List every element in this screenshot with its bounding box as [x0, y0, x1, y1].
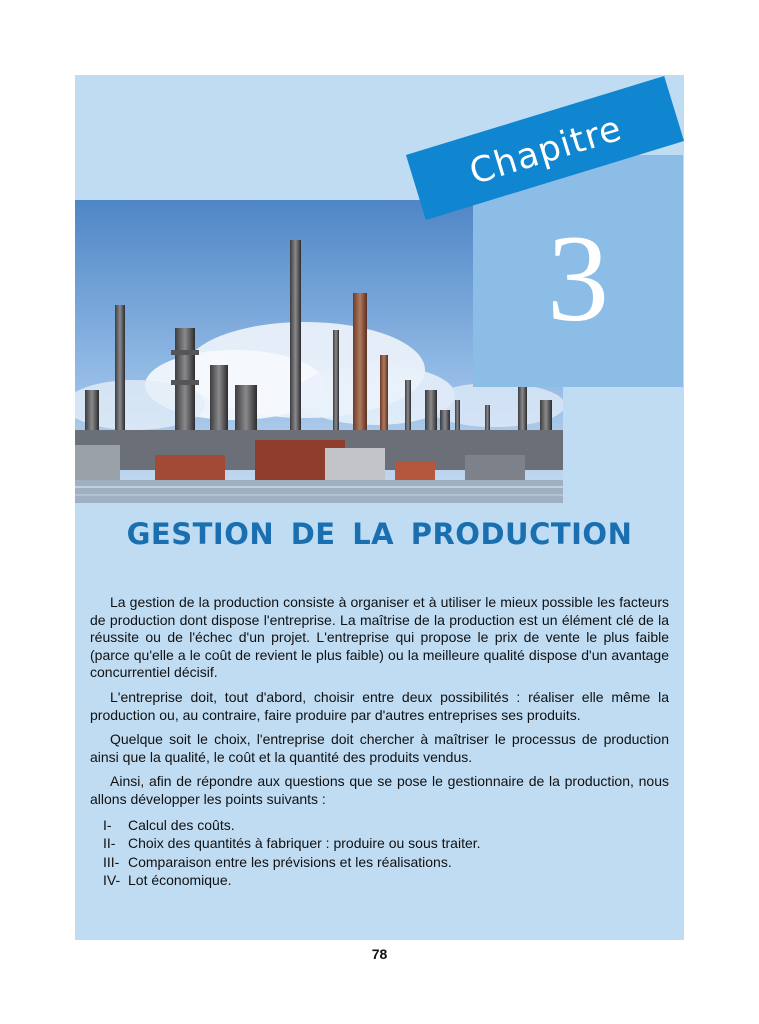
chapter-number: 3: [547, 210, 609, 347]
list-item-text: Calcul des coûts.: [128, 816, 235, 833]
chapter-title: GESTION DE LA PRODUCTION: [126, 517, 633, 551]
page-number: 78: [371, 946, 388, 962]
list-item: [103, 871, 669, 890]
points-list: [90, 816, 669, 890]
list-item-number: II-: [103, 835, 116, 852]
list-item-number: IV-: [103, 872, 121, 889]
chapter-label: Chapitre: [465, 108, 627, 193]
intro-paragraph: Quelque soit le choix, l'entreprise doit chercher à maîtriser le processus de production ainsi que la qualité, le coût et la quantité des produits vendus.: [90, 731, 669, 765]
list-item: [103, 816, 669, 835]
list-item-number: III-: [103, 853, 120, 870]
list-item-text: Choix des quantités à fabriquer : produire ou sous traiter.: [128, 835, 481, 852]
list-item: [103, 853, 669, 872]
intro-paragraph: La gestion de la production consiste à organiser et à utiliser le mieux possible les facteurs de production dont dispose l'entreprise. La maîtrise de la production est un élément clé de la réussite ou de l'échec d'un projet. L'entreprise qui propose le prix de vente le plus faible (parce qu'elle a le coût de revient le plus faible) ou la meilleure qualité dispose d'un avantage concurrentiel décisif.: [90, 594, 669, 681]
chapter-intro: [90, 594, 669, 890]
list-item: [103, 834, 669, 853]
intro-paragraph: Ainsi, afin de répondre aux questions que se pose le gestionnaire de la production, nous allons développer les points suivants :: [90, 773, 669, 807]
list-item-text: Lot économique.: [128, 872, 232, 889]
list-item-number: I-: [103, 816, 112, 833]
list-item-text: Comparaison entre les prévisions et les réalisations.: [128, 853, 452, 870]
intro-paragraph: L'entreprise doit, tout d'abord, choisir entre deux possibilités : réaliser elle même la production ou, au contraire, faire produire par d'autres entreprises ses produits.: [90, 688, 669, 723]
